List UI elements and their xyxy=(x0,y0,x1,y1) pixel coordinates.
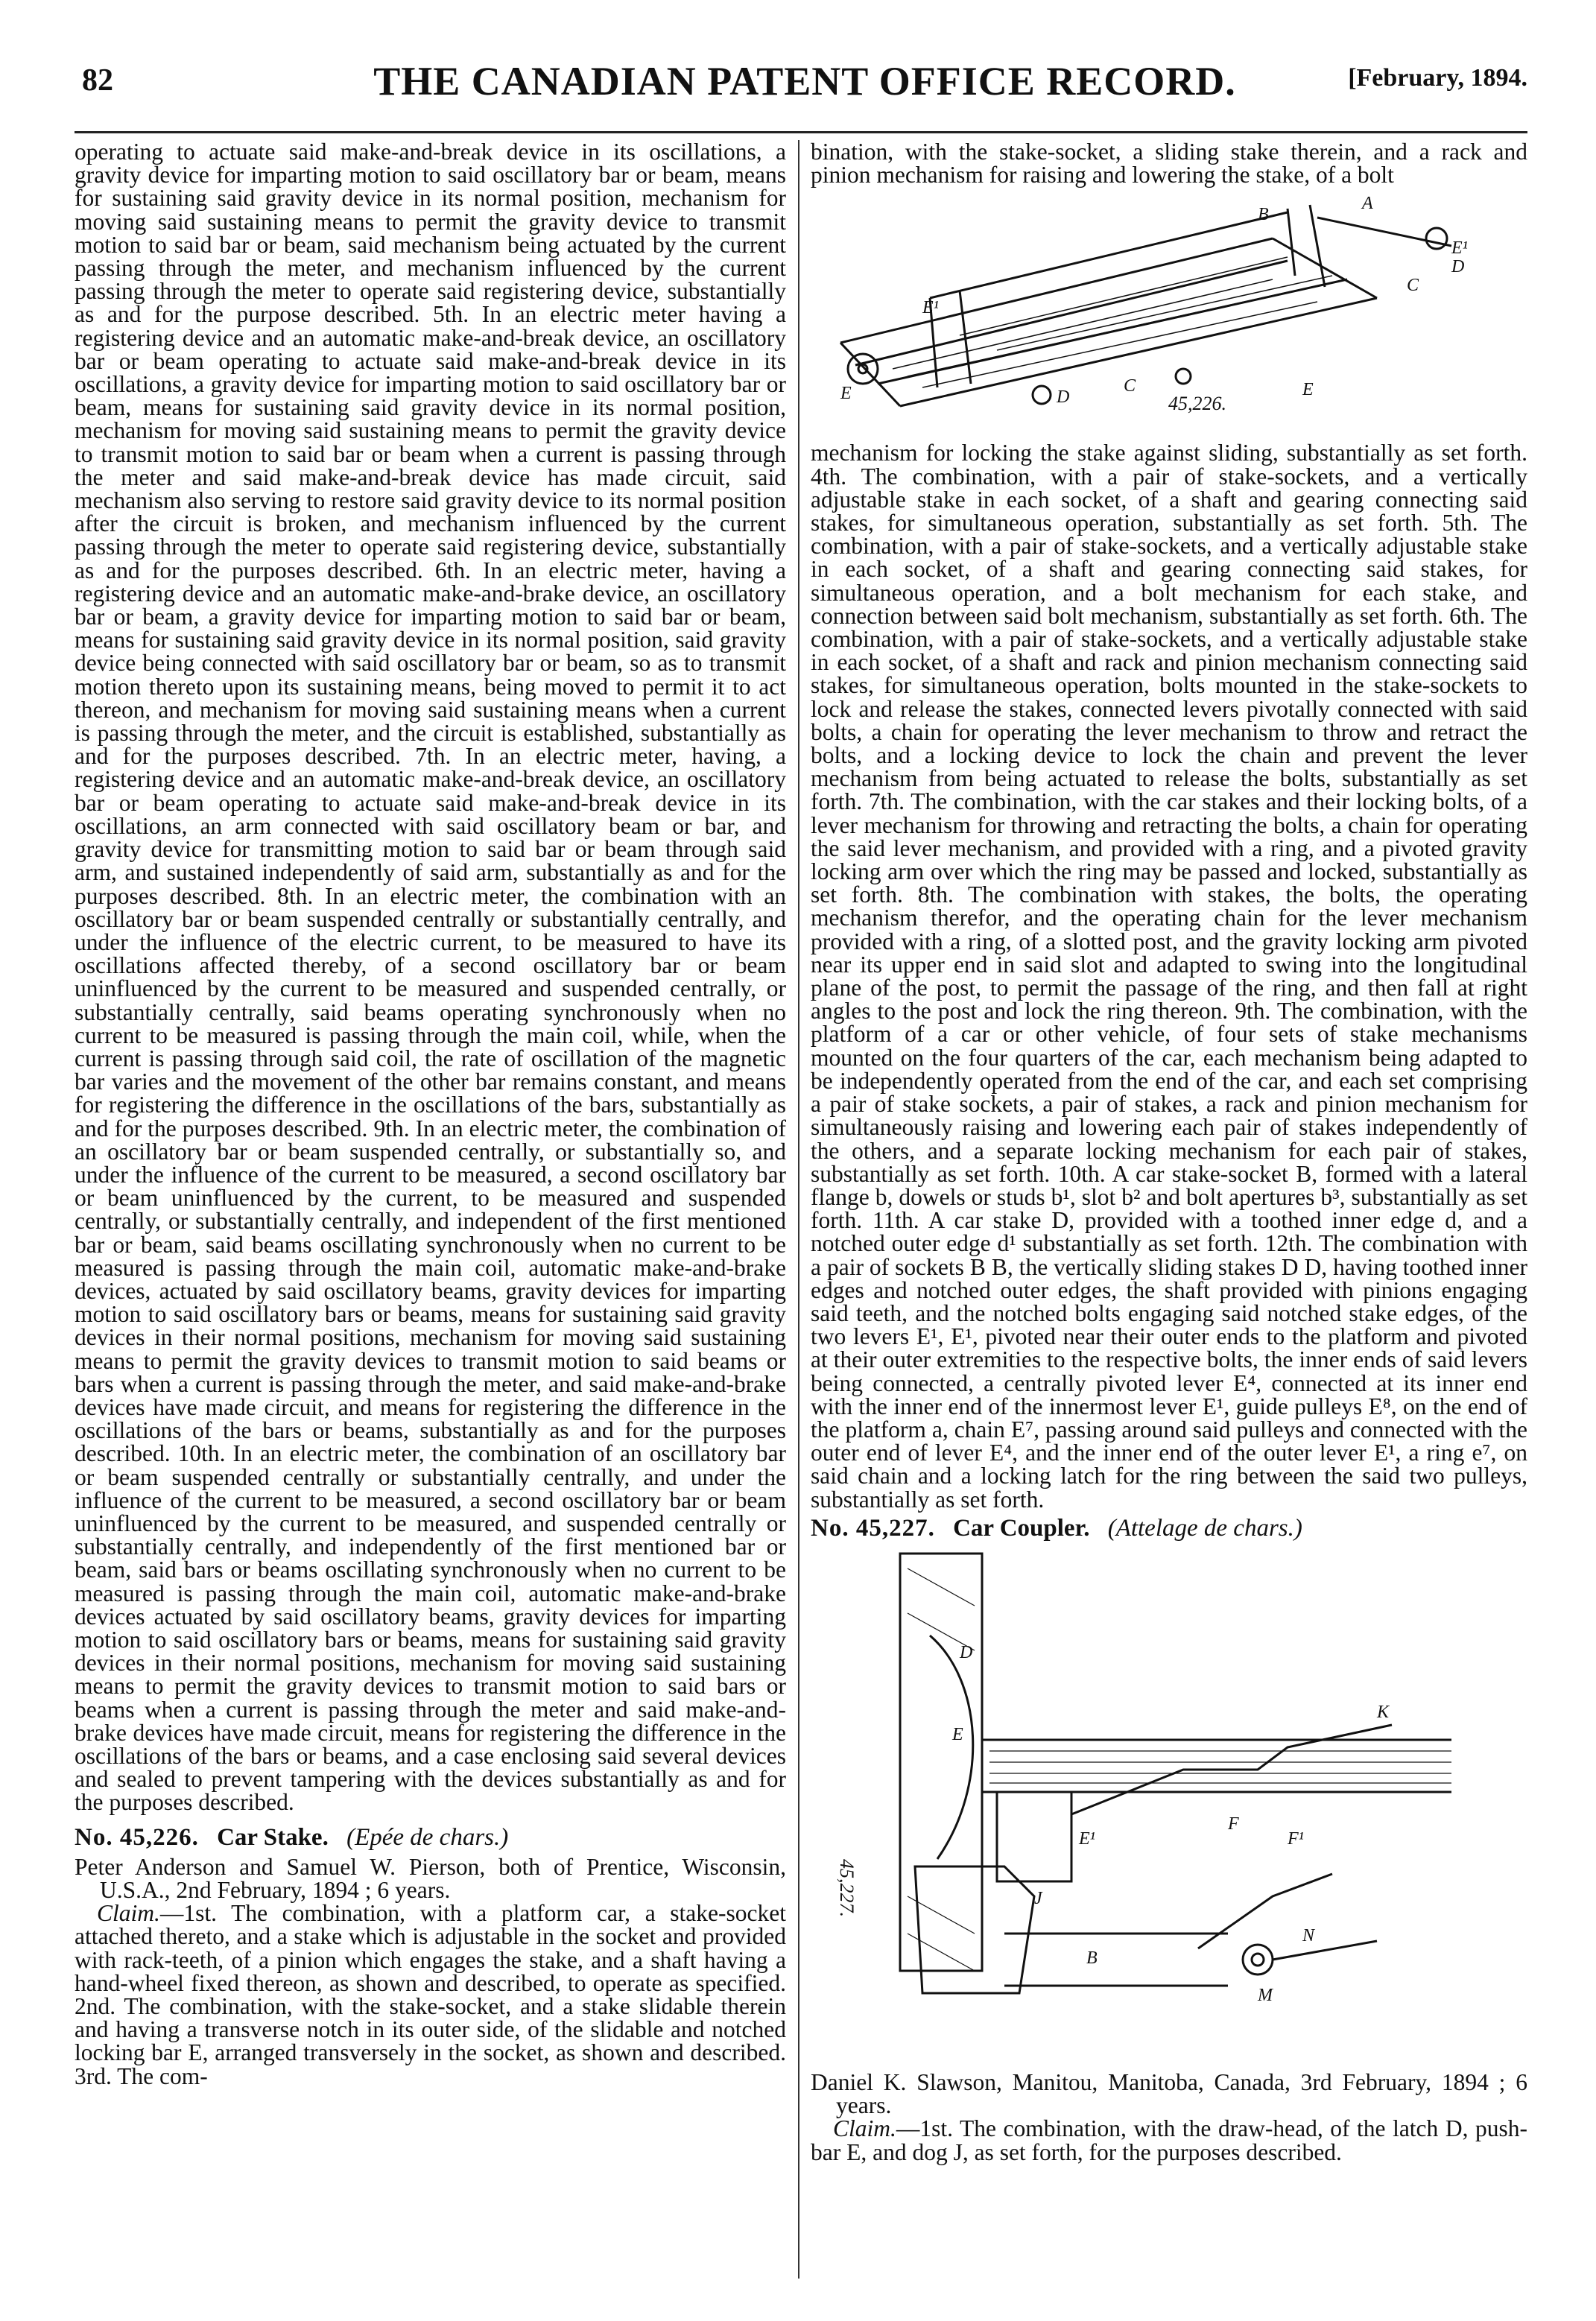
column-divider xyxy=(798,140,799,2279)
svg-text:B: B xyxy=(1086,1948,1098,1968)
left-column xyxy=(75,140,786,2286)
svg-text:E: E xyxy=(952,1724,963,1744)
svg-text:F: F xyxy=(1228,1814,1239,1834)
page-header xyxy=(82,58,1527,118)
patent-french-name: (Attelage de chars.) xyxy=(1107,1514,1302,1542)
patent-number: No. 45,227. xyxy=(811,1514,935,1542)
claim-label: Claim. xyxy=(97,1900,160,1927)
patent-french-name: (Epée de chars.) xyxy=(346,1823,509,1851)
figure-1-label: 45,226. xyxy=(1168,393,1226,415)
svg-text:J: J xyxy=(1034,1888,1042,1908)
issue-date: [February, 1894. xyxy=(1348,64,1527,92)
svg-text:M: M xyxy=(1258,1985,1273,2005)
patent-inventor: Peter Anderson and Samuel W. Pierson, both of Prentice, Wisconsin, U.S.A., 2nd February, 1894 ; 6 years. xyxy=(75,1853,786,1904)
patent-heading-45227 xyxy=(811,1514,1527,1542)
page-number: 82 xyxy=(82,63,113,98)
car-stake-claims-continued: bination, with the stake-socket, a sliding stake therein, and a rack and pinion mechanism for raising and lowering the stake, of a bolt xyxy=(811,140,1527,189)
claim-text: —1st. The combination, with a platform car, a stake-socket attached thereto, and a stake which is adjustable in the socket and provided with rack-teeth, of a pinion which engages the stake, and a shaft having a hand-wheel fixed thereon, as shown and described, to operate as specified. 2nd. The combination, with the stake-socket, and a stake slidable therein and having a transverse notch in its outer side, of the slidable and notched locking bar E, arranged transversely in the socket, as shown and described. 3rd. The com- xyxy=(75,1900,786,2089)
svg-text:A: A xyxy=(1362,194,1373,214)
svg-text:D: D xyxy=(1451,257,1465,277)
patent-claims xyxy=(75,1902,786,2088)
car-stake-claims-continued-2: mechanism for locking the stake against sliding, substantially as set forth. 4th. The combination, with a pair of stake-sockets, and a vertically adjustable stake in each socket, of a shaft and gearing connecting said stakes, for simultaneous operation, substantially as set forth. 5th. The combination, with a pair of stake-sockets, and a vertically adjustable stake in each socket, of a shaft and gearing connecting said stakes, for simultaneous operation, and a bolt mechanism for each stake, and connection between said bolt mechanism, substantially as set forth. 6th. The combination, with a pair of stake-sockets, and a vertically adjustable stake in each socket, of a shaft and rack and pinion mechanism connecting said stakes, for simultaneous operation, bolts mounted in the stake-sockets to lock and release the stakes, connected levers pivotally connected with said bolts, a chain for operating the lever mechanism to throw and retract the bolts, and a locking device to lock the chain and prevent the lever mechanism from being actuated to release the bolts, substantially as set forth. 7th. The combination, with the car stakes and their locking bolts, of a lever mechanism for throwing and retracting the bolts, a chain for operating the said lever mechanism, and provided with a ring, and a pivoted gravity locking arm over which the ring may be passed and locked, substantially as set forth. 8th. The combination with stakes, the bolts, the operating mechanism therefor, and the operating chain for the lever mechanism provided with a ring, of a slotted post, and the gravity locking arm pivoted near its upper end in said slot and adapted to swing into the longitudinal plane of the post, to permit the passage of the ring, and then fall at right angles to the post and lock the ring thereon. 9th. The combination, with the platform of a car or other vehicle, of four sets of stake mechanisms mounted on the four quarters of the car, each mechanism being adapted to be independently operated from the end of the car, and each set comprising a pair of stake sockets, a pair of stakes, a rack and pinion mechanism for simultaneously raising and lowering each pair of stakes independently of the others, and a separate locking mechanism for each pair of stakes, substantially as set forth. 10th. A car stake-socket B, formed with a lateral flange b, dowels or studs b¹, slot b² and bolt apertures b³, substantially as set forth. 11th. A car stake D, provided with a toothed inner edge d, and a notched outer edge d¹ substantially as set forth. 12th. The combination with a pair of sockets B B, the vertically sliding stakes D D, having toothed inner edges and notched outer edges, the shaft provided with pinions engaging said teeth, and the notched bolts engaging said notched stake edges, of the two levers E¹, E¹, pivoted near their outer ends to the platform and pivoted at their outer extremities to the respective bolts, the inner ends of said levers being connected, a centrally pivoted lever E⁴, connected at its inner end with the inner end of the innermost lever E¹, guide pulleys E⁸, on the end of the platform a, chain E⁷, passing around said pulleys and connected with the outer end of lever E⁴, and the inner end of the outer lever E¹, a ring e⁷, on said chain and a locking latch for the ring between the said two pulleys, substantially as set forth. xyxy=(811,440,1527,1513)
svg-text:K: K xyxy=(1377,1702,1390,1722)
patent-number: No. 45,226. xyxy=(75,1823,199,1851)
right-column xyxy=(811,140,1527,2286)
patent-inventor: Daniel K. Slawson, Manitou, Manitoba, Canada, 3rd February, 1894 ; 6 years. xyxy=(811,2068,1527,2119)
patent-heading-45226 xyxy=(75,1823,786,1851)
svg-text:E¹: E¹ xyxy=(1079,1828,1095,1849)
svg-text:E: E xyxy=(1302,380,1314,400)
svg-text:B: B xyxy=(1258,205,1269,225)
meter-claims-continued: operating to actuate said make-and-break device in its oscillations, a gravity device for imparting motion to said oscillatory bar or beam, means for sustaining said gravity device in its normal position, mechanism for moving said sustaining means to permit the gravity device to transmit motion to said bar or beam, said mechanism being actuated by the current passing through the meter, and mechanism influenced by the current passing through the meter to operate said registering device, substantially as and for the purpose described. 5th. In an electric meter having a registering device and an automatic make-and-break device, an oscillatory bar or beam operating to actuate said make-and-break device in its oscillations, a gravity device for imparting motion to said oscillatory bar or beam, means for sustaining said gravity device in its normal position, mechanism for moving said sustaining means to permit the gravity device to transmit motion to said bar or beam when a current is passing through the meter and said make-and-break device has made circuit, said mechanism also serving to restore said gravity device to its normal position after the circuit is broken, and mechanism influenced by the current passing through the meter to operate said registering device, substantially as and for the purposes described. 6th. In an electric meter, having a registering device and an automatic make-and-brake device, an oscillatory bar or beam, a gravity device for imparting motion to said bar or beam, means for sustaining said gravity device in its normal position, said gravity device being connected with said oscillatory bar or beam, so as to transmit motion thereto upon its sustaining means, being moved to permit it to act thereon, and mechanism for moving said sustaining means when a current is passing through the meter, and the circuit is established, substantially as and for the purposes described. 7th. In an electric meter, having, a registering device and an automatic make-and-break device, an oscillatory bar or beam operating to actuate said make-and-break device in its oscillations, an arm connected with said oscillatory beam or bar, and gravity device for transmitting motion to said bar or beam through said arm, and sustained independently of said arm, substantially as and for the purposes described. 8th. In an electric meter, the combination with an oscillatory bar or beam suspended centrally or substantially centrally, and under the influence of the electric current, to be measured to have its oscillations affected thereby, of a second oscillatory bar or beam uninfluenced by the current to be measured and suspended centrally, or substantially centrally, said beams operating synchronously when no current to be measured is passing through the main coil, while, when the current is passing through said coil, the rate of oscillation of the magnetic bar varies and the movement of the other bar remains constant, and means for registering the difference in the oscillations of the bars, substantially as and for the purposes described. 9th. In an electric meter, the combination of an oscillatory bar or beam suspended centrally, or substantially so, and under the influence of the current to be measured, a second oscillatory bar or beam uninfluenced by the current, to be measured and suspended centrally, or substantially centrally, and independent of the first mentioned bar or beam, said beams oscillating synchronously when no current to be measured is passing through the main coil, automatic make-and-brake devices, actuated by said oscillatory beams, gravity devices for imparting motion to said oscillatory bars or beams, means for sustaining said gravity devices in their normal positions, mechanism for moving said sustaining means to permit the gravity devices to transmit motion to said beams or bars when a current is passing through the meter, and said make-and-brake devices have made circuit, and means for registering the difference in the oscillations of the bars or beams, substantially as and for the purposes described. 10th. In an electric meter, the combination of an oscillatory bar or beam suspended centrally or substantially centrally, and under the influence of the current to be measured, a second oscillatory bar or beam uninfluenced by the current to be measured, and suspended centrally or substantially centrally, and independently of the first mentioned bar or beam, said bars or beams oscillating synchronously when no current to be measured is passing through the main coil, automatic make-and-brake devices actuated by said oscillatory beams, gravity devices for imparting motion to said oscillatory bars or beams, means for sustaining said gravity devices in their normal positions, mechanism for moving said sustaining means to permit the gravity devices to transmit motion to said bars or beams when a current is passing through the meter and said make-and-brake devices have made circuit, means for registering the difference in the oscillations of the bars or beams, and a case enclosing said several devices and sealed to prevent tampering with the devices substantially as and for the purposes described. xyxy=(75,140,786,1816)
patent-claims xyxy=(811,2117,1527,2163)
svg-text:D: D xyxy=(960,1642,973,1662)
claim-text: —1st. The combination, with the draw-head, of the latch D, push-bar E, and dog J, as set forth, for the purposes described. xyxy=(811,2115,1527,2165)
svg-text:D: D xyxy=(1057,387,1070,408)
svg-text:F¹: F¹ xyxy=(1288,1828,1304,1849)
figure-2-label: 45,227. xyxy=(836,1858,858,1917)
car-coupler-figure xyxy=(811,1546,1527,2066)
svg-text:E: E xyxy=(840,384,852,404)
svg-text:E¹: E¹ xyxy=(1451,238,1468,259)
svg-text:E¹: E¹ xyxy=(922,298,939,318)
svg-text:N: N xyxy=(1302,1925,1315,1945)
patent-name: Car Coupler. xyxy=(953,1514,1090,1542)
svg-text:C: C xyxy=(1124,376,1136,396)
svg-text:C: C xyxy=(1407,276,1419,296)
header-rule xyxy=(75,131,1527,133)
patent-name: Car Stake. xyxy=(217,1823,329,1851)
claim-label: Claim. xyxy=(833,2115,896,2142)
publication-title: THE CANADIAN PATENT OFFICE RECORD. xyxy=(373,59,1236,104)
car-stake-figure xyxy=(811,186,1527,432)
